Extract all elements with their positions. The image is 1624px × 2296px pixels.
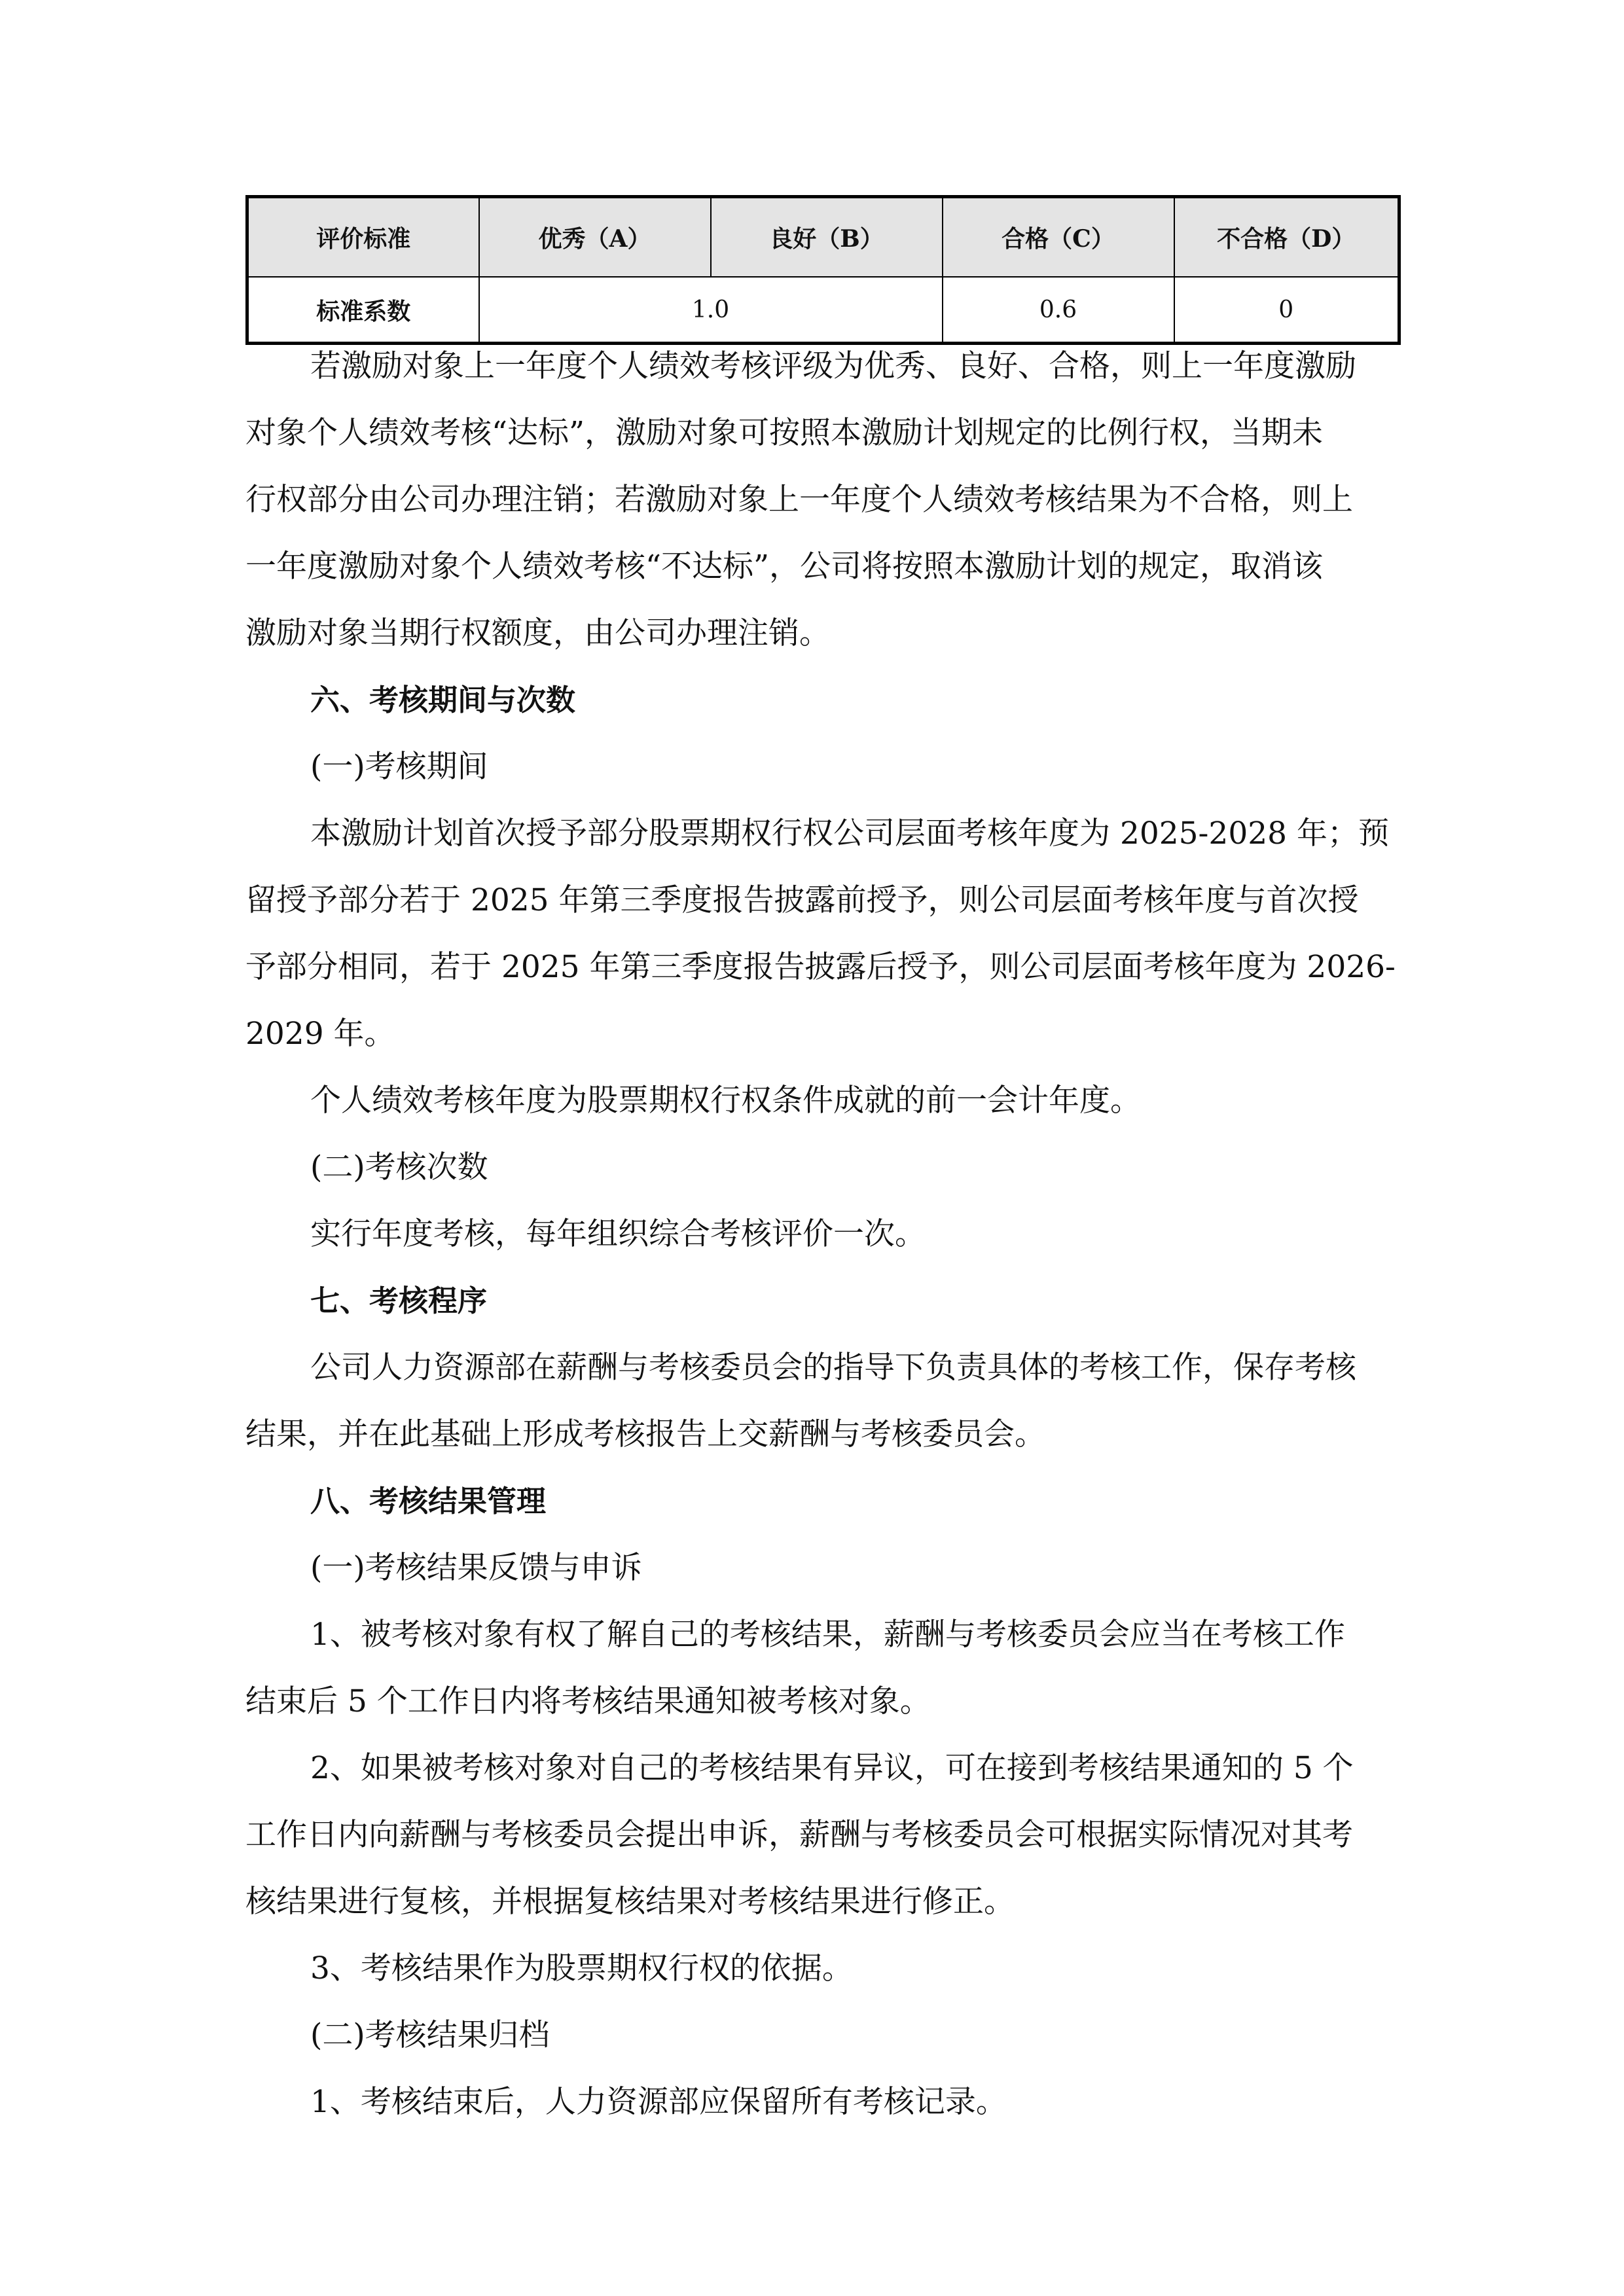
header-cell-pass: 合格（C）: [943, 197, 1174, 278]
paragraph-line: 留授予部分若于 2025 年第三季度报告披露前授予，则公司层面考核年度与首次授: [245, 882, 1359, 918]
paragraph-line: 1、考核结束后，人力资源部应保留所有考核记录。: [310, 2084, 1007, 2120]
paragraph-line: 公司人力资源部在薪酬与考核委员会的指导下负责具体的考核工作，保存考核: [310, 1350, 1356, 1386]
paragraph-line: 若激励对象上一年度个人绩效考核评级为优秀、良好、合格，则上一年度激励: [310, 348, 1356, 384]
subsection-heading: (二)考核次数: [310, 1149, 488, 1185]
subsection-heading: (一)考核期间: [310, 749, 488, 785]
paragraph-line: 一年度激励对象个人绩效考核“不达标”，公司将按照本激励计划的规定，取消该: [245, 548, 1324, 584]
table-header-row: [247, 197, 1399, 278]
paragraph-line: 行权部分由公司办理注销；若激励对象上一年度个人绩效考核结果为不合格，则上: [245, 482, 1353, 518]
paragraph-line: 对象个人绩效考核“达标”，激励对象可按照本激励计划规定的比例行权，当期未: [245, 415, 1324, 451]
paragraph-line: 结果，并在此基础上形成考核报告上交薪酬与考核委员会。: [245, 1416, 1045, 1452]
paragraph-line: 予部分相同，若于 2025 年第三季度报告披露后授予，则公司层面考核年度为 2026-: [245, 949, 1396, 985]
subsection-heading: (一)考核结果反馈与申诉: [310, 1550, 642, 1586]
evaluation-standard-table: [245, 195, 1401, 345]
header-cell-excellent: 优秀（A）: [479, 197, 711, 278]
table-row-coefficient: [247, 277, 1399, 343]
paragraph-line: 结束后 5 个工作日内将考核结果通知被考核对象。: [245, 1683, 931, 1719]
section-heading: 八、考核结果管理: [310, 1484, 547, 1518]
paragraph-line: 本激励计划首次授予部分股票期权行权公司层面考核年度为 2025-2028 年；预: [310, 816, 1389, 852]
paragraph-line: 个人绩效考核年度为股票期权行权条件成就的前一会计年度。: [310, 1083, 1141, 1119]
paragraph-line: 核结果进行复核，并根据复核结果对考核结果进行修正。: [245, 1884, 1015, 1920]
cell-coefficient-c: 0.6: [943, 277, 1174, 343]
header-cell-criteria: 评价标准: [247, 197, 479, 278]
cell-coefficient-d: 0: [1174, 277, 1399, 343]
paragraph-line: 2、如果被考核对象对自己的考核结果有异议，可在接到考核结果通知的 5 个: [310, 1750, 1354, 1786]
paragraph-line: 1、被考核对象有权了解自己的考核结果，薪酬与考核委员会应当在考核工作: [310, 1617, 1345, 1653]
paragraph-line: 实行年度考核，每年组织综合考核评价一次。: [310, 1216, 926, 1252]
header-cell-good: 良好（B）: [711, 197, 943, 278]
cell-coefficient-ab: 1.0: [479, 277, 943, 343]
section-heading: 七、考核程序: [310, 1283, 488, 1318]
paragraph-line: 工作日内向薪酬与考核委员会提出申诉，薪酬与考核委员会可根据实际情况对其考: [245, 1817, 1353, 1853]
section-heading: 六、考核期间与次数: [310, 683, 576, 717]
paragraph-line: 3、考核结果作为股票期权行权的依据。: [310, 1950, 853, 1986]
header-cell-fail: 不合格（D）: [1174, 197, 1399, 278]
paragraph-line: 激励对象当期行权额度，由公司办理注销。: [245, 615, 830, 651]
paragraph-line: 2029 年。: [245, 1016, 395, 1052]
row-label-coefficient: 标准系数: [247, 277, 479, 343]
subsection-heading: (二)考核结果归档: [310, 2017, 550, 2053]
